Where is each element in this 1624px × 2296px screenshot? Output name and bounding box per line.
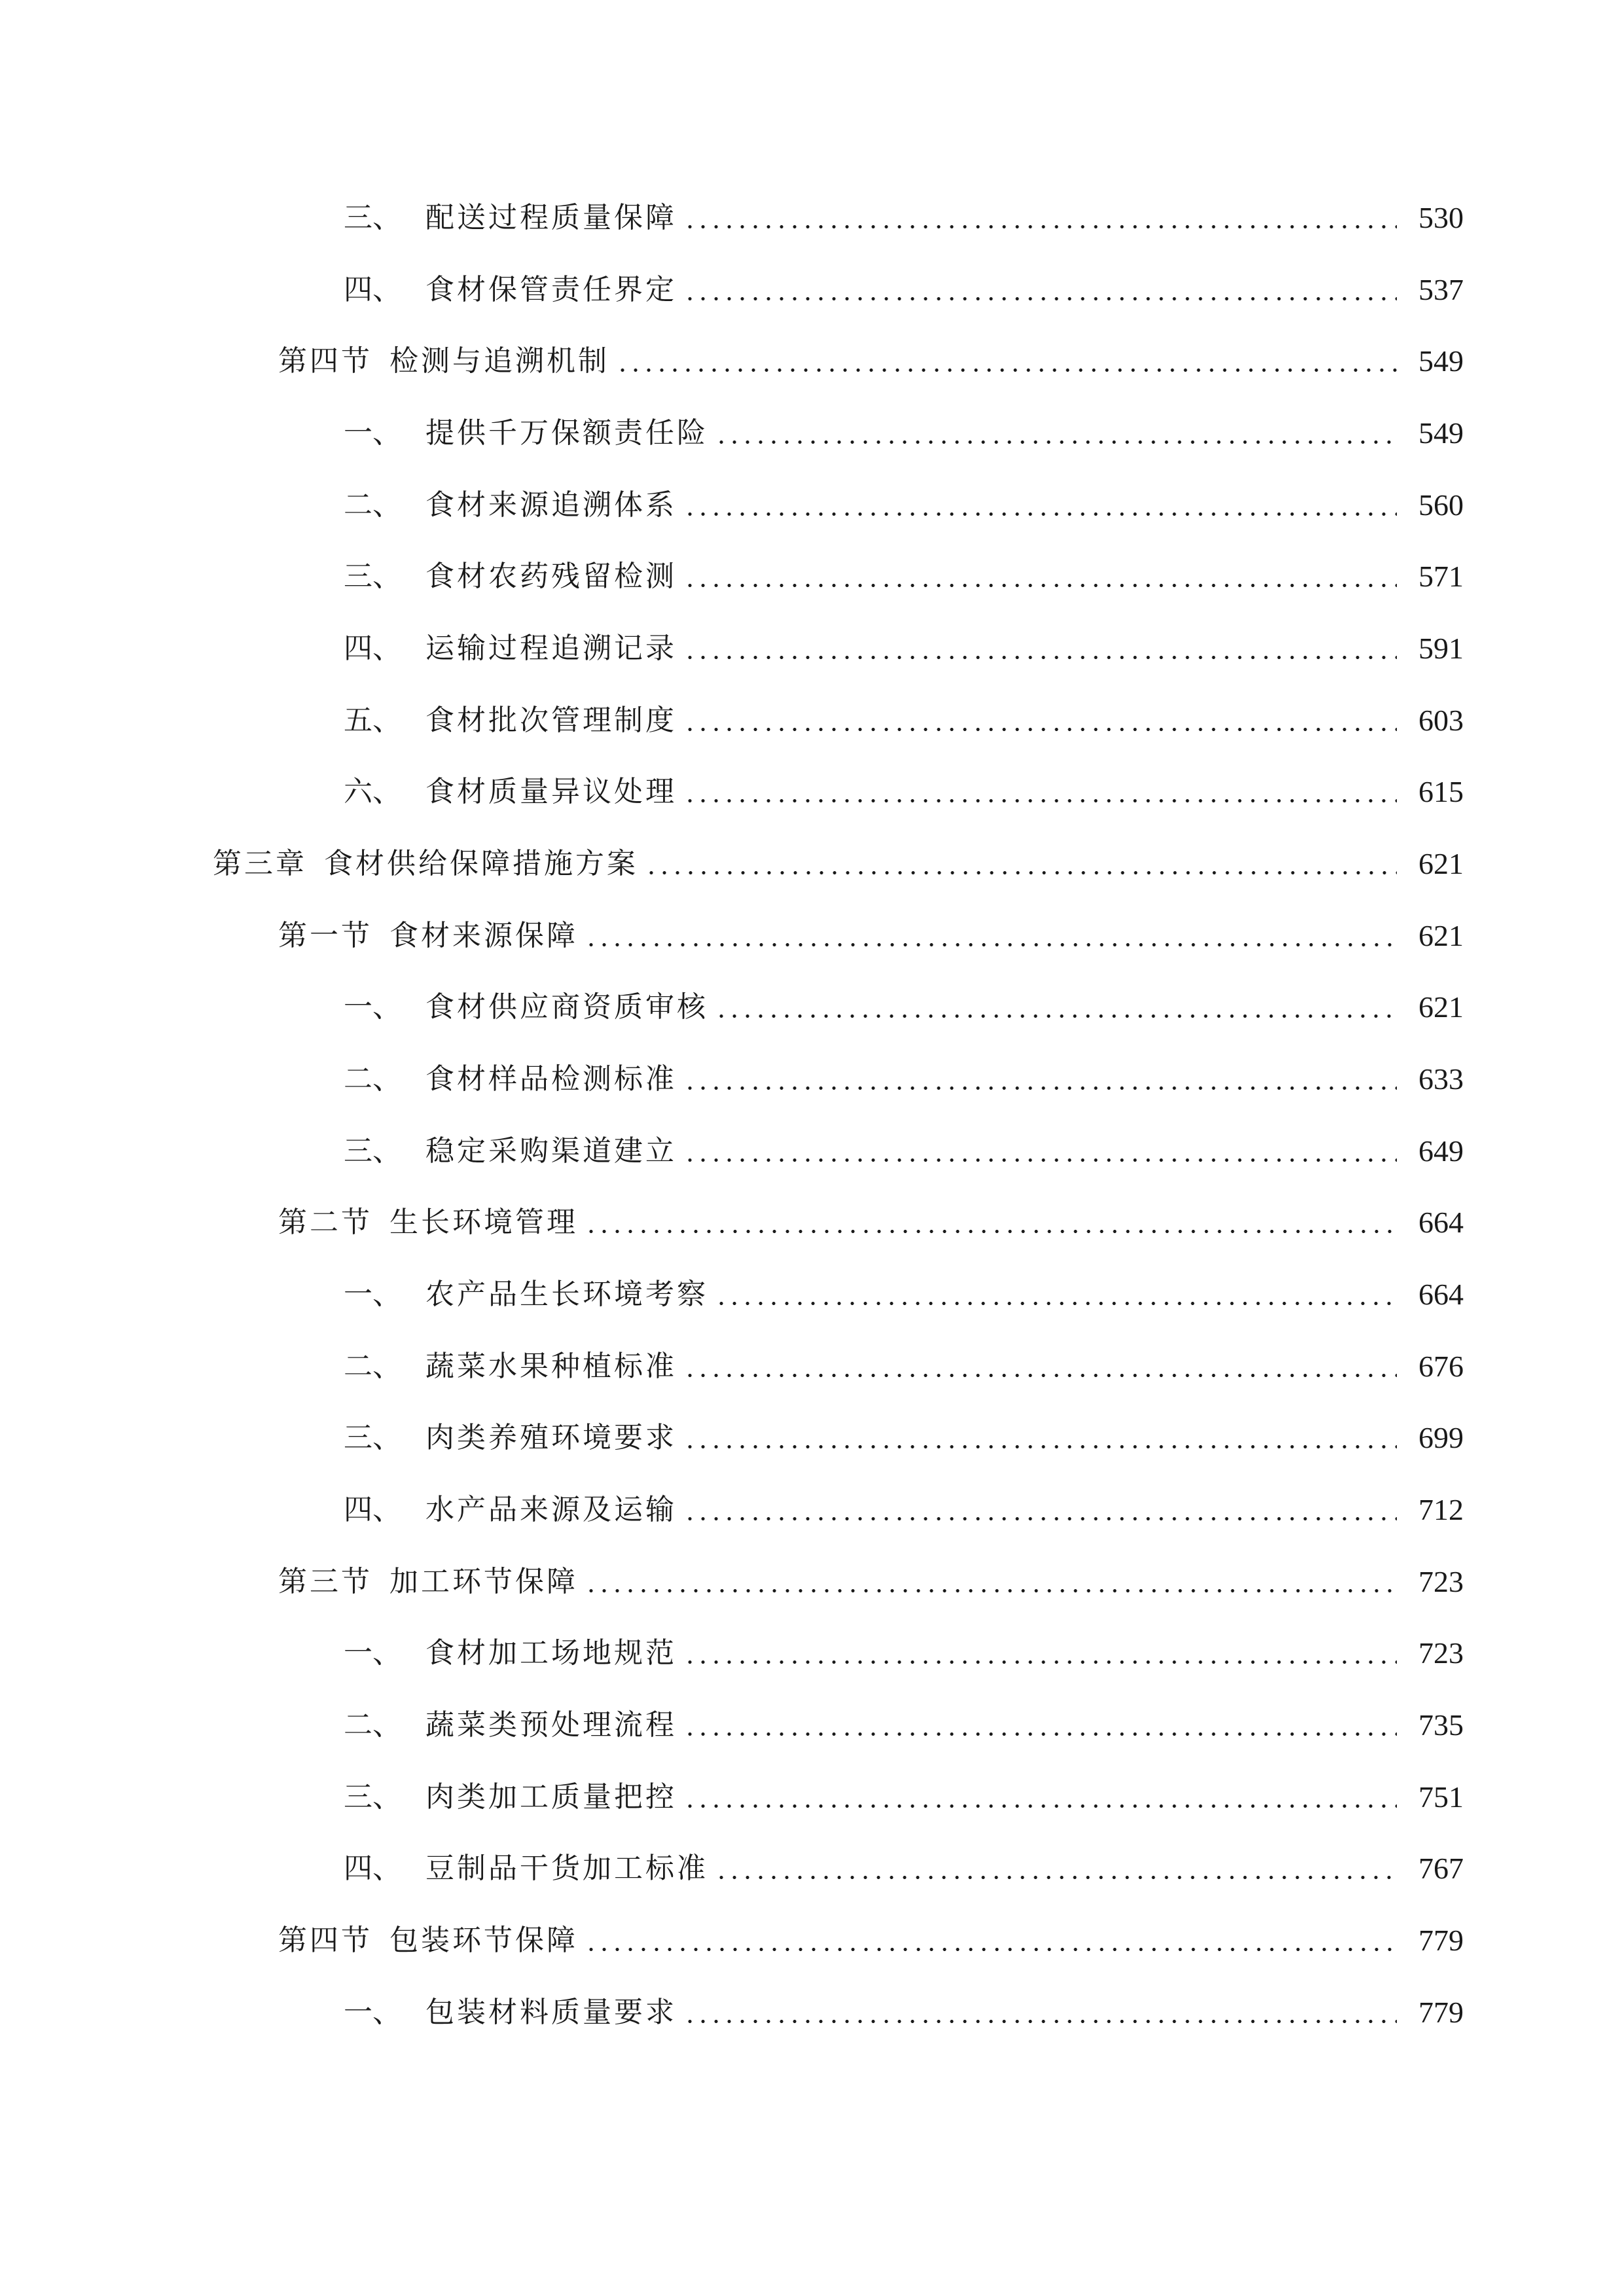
toc-entry-page: 664 bbox=[1418, 1206, 1464, 1239]
toc-entry-title: 肉类养殖环境要求 bbox=[425, 1421, 677, 1454]
toc-entry-number: 四、 bbox=[344, 1852, 401, 1885]
toc-entry-page: 751 bbox=[1418, 1780, 1464, 1814]
toc-dot-leader bbox=[715, 1275, 1397, 1314]
toc-entry-title: 食材保管责任界定 bbox=[425, 273, 677, 306]
toc-entry[interactable] bbox=[344, 685, 1464, 757]
toc-entry-number: 二、 bbox=[344, 1062, 401, 1096]
toc-dot-leader bbox=[683, 1706, 1397, 1745]
toc-entry-title: 肉类加工质量把控 bbox=[425, 1780, 677, 1814]
toc-dot-leader bbox=[645, 844, 1397, 884]
toc-entry[interactable] bbox=[344, 613, 1464, 685]
toc-dot-leader bbox=[683, 270, 1397, 310]
toc-entry[interactable] bbox=[344, 1402, 1464, 1474]
toc-entry-title: 蔬菜类预处理流程 bbox=[425, 1708, 677, 1742]
toc-entry[interactable] bbox=[344, 1761, 1464, 1833]
toc-entry-title: 豆制品干货加工标准 bbox=[425, 1852, 708, 1885]
toc-entry-title: 包装环节保障 bbox=[389, 1924, 578, 1957]
toc-entry-title: 蔬菜水果种植标准 bbox=[425, 1350, 677, 1383]
toc-entry-page: 549 bbox=[1418, 416, 1464, 450]
toc-entry-page: 621 bbox=[1418, 847, 1464, 880]
toc-entry[interactable] bbox=[344, 397, 1464, 469]
toc-entry-number: 第三节 bbox=[278, 1565, 372, 1598]
toc-entry-page: 779 bbox=[1418, 1996, 1464, 2029]
toc-entry-title: 水产品来源及运输 bbox=[425, 1493, 677, 1526]
toc-entry-number: 二、 bbox=[344, 1708, 401, 1742]
toc-entry-number: 一、 bbox=[344, 1636, 401, 1670]
toc-dot-leader bbox=[715, 1849, 1397, 1888]
toc-entry-title: 提供千万保额责任险 bbox=[425, 416, 708, 450]
toc-entry-page: 712 bbox=[1418, 1493, 1464, 1526]
toc-entry-page: 735 bbox=[1418, 1708, 1464, 1742]
toc-entry[interactable] bbox=[344, 1689, 1464, 1761]
toc-entry-number: 四、 bbox=[344, 632, 401, 665]
toc-dot-leader bbox=[585, 1203, 1397, 1242]
toc-entry-page: 779 bbox=[1418, 1924, 1464, 1957]
toc-entry[interactable] bbox=[344, 756, 1464, 828]
toc-entry-title: 食材来源追溯体系 bbox=[425, 488, 677, 522]
toc-entry-section[interactable] bbox=[278, 325, 1464, 397]
toc-entry-number: 第三章 bbox=[213, 847, 307, 880]
toc-entry-page: 603 bbox=[1418, 704, 1464, 737]
toc-entry-page: 591 bbox=[1418, 632, 1464, 665]
toc-entry-number: 一、 bbox=[344, 1996, 401, 2029]
toc-entry-number: 四、 bbox=[344, 1493, 401, 1526]
toc-entry-title: 运输过程追溯记录 bbox=[425, 632, 677, 665]
toc-entry[interactable] bbox=[344, 971, 1464, 1043]
toc-dot-leader bbox=[683, 1993, 1397, 2032]
toc-dot-leader bbox=[683, 1634, 1397, 1673]
toc-entry-page: 549 bbox=[1418, 344, 1464, 378]
toc-entry[interactable] bbox=[344, 1977, 1464, 2049]
toc-entry-title: 稳定采购渠道建立 bbox=[425, 1134, 677, 1168]
toc-entry-title: 食材批次管理制度 bbox=[425, 704, 677, 737]
toc-entry-page: 560 bbox=[1418, 488, 1464, 522]
toc-entry-title: 食材供应商资质审核 bbox=[425, 990, 708, 1024]
toc-entry-number: 三、 bbox=[344, 1134, 401, 1168]
toc-entry-page: 615 bbox=[1418, 775, 1464, 808]
toc-entry-number: 二、 bbox=[344, 488, 401, 522]
toc-entry-page: 537 bbox=[1418, 273, 1464, 306]
toc-entry-section[interactable] bbox=[278, 900, 1464, 972]
toc-dot-leader bbox=[683, 1418, 1397, 1458]
toc-dot-leader bbox=[683, 629, 1397, 668]
toc-entry-number: 五、 bbox=[344, 704, 401, 737]
toc-entry-number: 第一节 bbox=[278, 919, 372, 952]
toc-dot-leader bbox=[683, 557, 1397, 596]
toc-entry-title: 包装材料质量要求 bbox=[425, 1996, 677, 2029]
toc-entry[interactable] bbox=[344, 1474, 1464, 1546]
toc-entry-title: 食材质量异议处理 bbox=[425, 775, 677, 808]
toc-entry-page: 621 bbox=[1418, 919, 1464, 952]
toc-entry-title: 食材样品检测标准 bbox=[425, 1062, 677, 1096]
toc-entry[interactable] bbox=[344, 1617, 1464, 1689]
toc-entry-page: 767 bbox=[1418, 1852, 1464, 1885]
toc-dot-leader bbox=[683, 486, 1397, 525]
toc-entry-number: 四、 bbox=[344, 273, 401, 306]
toc-entry-page: 664 bbox=[1418, 1278, 1464, 1311]
toc-entry-page: 621 bbox=[1418, 990, 1464, 1024]
toc-entry-number: 一、 bbox=[344, 990, 401, 1024]
toc-entry-number: 六、 bbox=[344, 775, 401, 808]
toc-entry-title: 食材农药残留检测 bbox=[425, 560, 677, 593]
toc-entry-number: 三、 bbox=[344, 1780, 401, 1814]
toc-entry-page: 676 bbox=[1418, 1350, 1464, 1383]
toc-dot-leader bbox=[585, 916, 1397, 956]
toc-entry-title: 加工环节保障 bbox=[389, 1565, 578, 1598]
toc-dot-leader bbox=[715, 414, 1397, 453]
toc-entry-section[interactable] bbox=[278, 1187, 1464, 1259]
toc-entry[interactable] bbox=[344, 1115, 1464, 1187]
toc-dot-leader bbox=[683, 1778, 1397, 1817]
toc-entry-number: 三、 bbox=[344, 560, 401, 593]
toc-entry-number: 三、 bbox=[344, 1421, 401, 1454]
toc-dot-leader bbox=[585, 1562, 1397, 1602]
toc-entry-title: 食材加工场地规范 bbox=[425, 1636, 677, 1670]
toc-entry[interactable] bbox=[344, 1259, 1464, 1331]
toc-entry[interactable] bbox=[344, 469, 1464, 541]
toc-entry[interactable] bbox=[344, 1331, 1464, 1403]
toc-entry-page: 699 bbox=[1418, 1421, 1464, 1454]
toc-entry-page: 649 bbox=[1418, 1134, 1464, 1168]
toc-entry-title: 检测与追溯机制 bbox=[389, 344, 609, 378]
toc-dot-leader bbox=[715, 988, 1397, 1027]
toc-entry-page: 723 bbox=[1418, 1636, 1464, 1670]
toc-entry-page: 723 bbox=[1418, 1565, 1464, 1598]
toc-dot-leader bbox=[683, 198, 1397, 238]
toc-entry-page: 530 bbox=[1418, 201, 1464, 234]
toc-entry-number: 三、 bbox=[344, 201, 401, 234]
toc-dot-leader bbox=[683, 1060, 1397, 1099]
toc-entry-section[interactable] bbox=[278, 1905, 1464, 1977]
toc-dot-leader bbox=[683, 1490, 1397, 1530]
toc-entry[interactable] bbox=[344, 541, 1464, 613]
toc-entry[interactable] bbox=[344, 254, 1464, 326]
toc-entry-title: 食材来源保障 bbox=[389, 919, 578, 952]
toc-dot-leader bbox=[616, 342, 1397, 381]
toc-dot-leader bbox=[683, 1347, 1397, 1386]
toc-entry[interactable] bbox=[344, 1043, 1464, 1115]
toc-entry-number: 一、 bbox=[344, 416, 401, 450]
toc-entry-title: 生长环境管理 bbox=[389, 1206, 578, 1239]
toc-entry-page: 571 bbox=[1418, 560, 1464, 593]
toc-entry-chapter[interactable] bbox=[213, 828, 1464, 900]
toc-entry-number: 一、 bbox=[344, 1278, 401, 1311]
toc-entry-page: 633 bbox=[1418, 1062, 1464, 1096]
toc-entry-title: 农产品生长环境考察 bbox=[425, 1278, 708, 1311]
toc-dot-leader bbox=[683, 701, 1397, 740]
toc-entry-title: 食材供给保障措施方案 bbox=[324, 847, 638, 880]
toc-dot-leader bbox=[585, 1921, 1397, 1960]
toc-entry-number: 第四节 bbox=[278, 1924, 372, 1957]
toc-dot-leader bbox=[683, 1132, 1397, 1171]
toc-entry[interactable] bbox=[344, 182, 1464, 254]
toc-entry-section[interactable] bbox=[278, 1546, 1464, 1618]
toc-entry-number: 第二节 bbox=[278, 1206, 372, 1239]
toc-entry[interactable] bbox=[344, 1833, 1464, 1905]
toc-entry-title: 配送过程质量保障 bbox=[425, 201, 677, 234]
toc-entry-number: 二、 bbox=[344, 1350, 401, 1383]
toc-dot-leader bbox=[683, 772, 1397, 812]
toc-entry-number: 第四节 bbox=[278, 344, 372, 378]
